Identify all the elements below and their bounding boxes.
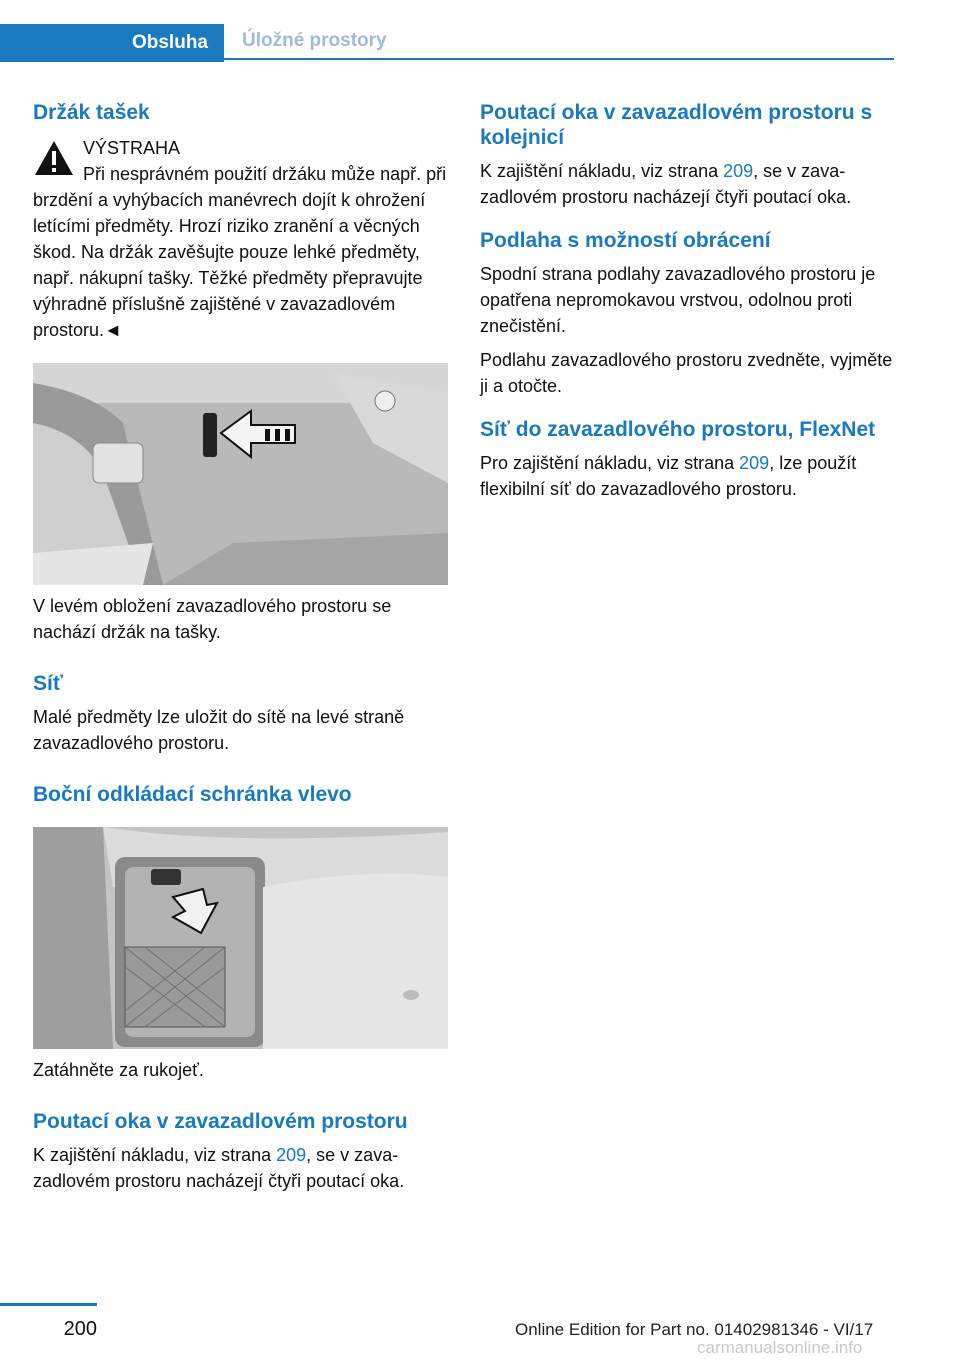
warning-label: VÝSTRAHA bbox=[83, 138, 181, 158]
lashing-rail-text: K zajištění nákladu, viz strana 209, se v zavazadlovém prostoru nacházejí čtyři poutací oka. bbox=[480, 161, 852, 207]
side-box-photo bbox=[33, 827, 448, 1049]
heading-reversible-floor: Podlaha s možností obrácení bbox=[480, 229, 771, 252]
net-text: Malé předměty lze uložit do sítě na levé straně zavazadlového prostoru. bbox=[33, 707, 405, 753]
floor-text-1: Spodní strana podlahy zavazadlového prostoru je opatřena nepromokavou vrstvou, odolnou proti znečistění. bbox=[480, 264, 876, 336]
bag-holder-caption: V levém obložení zavazadlového prostoru se nachází držák na tašky. bbox=[33, 596, 392, 642]
heading-bag-holder: Držák tašek bbox=[33, 101, 150, 124]
bag-holder-photo bbox=[33, 363, 448, 585]
warning-block bbox=[33, 135, 448, 343]
flexnet-text: Pro zajištění nákladu, viz strana 209, lze použít flexibilní síť do zavazadlového prostoru. bbox=[480, 453, 857, 499]
right-column bbox=[480, 100, 895, 502]
heading-net: Síť bbox=[33, 672, 63, 695]
left-column bbox=[33, 100, 448, 1194]
watermark: carmanualsonline.info bbox=[697, 1338, 863, 1357]
heading-lashing-rail: Poutací oka v zavazadlovém prostoru s kolejnicí bbox=[480, 101, 873, 149]
page-link-209[interactable]: 209 bbox=[739, 453, 770, 473]
warning-text: Při nesprávném použití držáku může např. při brzdění a vyhýbacích manévrech dojít k ohrožení letícími předměty. Hrozí riziko zranění a věcných škod. Na držák zavěšujte pouze lehké předměty, např. nákupní tašky. Těžké předměty přepravujte výhradně příslušně zajištěné v zavazadlovém prostoru.◄ bbox=[33, 164, 447, 340]
heading-lashing-eyes: Poutací oka v zavazadlovém prostoru bbox=[33, 1110, 408, 1133]
page-number: 200 bbox=[63, 1318, 97, 1340]
chapter-tabs bbox=[0, 24, 894, 62]
footer-rule bbox=[0, 1303, 97, 1306]
heading-flexnet: Síť do zavazadlového prostoru, FlexNet bbox=[480, 418, 876, 441]
tab-storage-spaces[interactable]: Úložné prostory bbox=[224, 24, 894, 60]
tab-obsluha[interactable]: Obsluha bbox=[0, 24, 224, 62]
page-link-209[interactable]: 209 bbox=[276, 1145, 307, 1165]
heading-side-box: Boční odkládací schránka vlevo bbox=[33, 783, 352, 806]
warning-triangle-icon bbox=[33, 139, 75, 177]
side-box-caption: Zatáhněte za rukojeť. bbox=[33, 1060, 204, 1080]
floor-text-2: Podlahu zavazadlového prostoru zvedněte, vyjměte ji a otočte. bbox=[480, 350, 893, 396]
lashing-text: K zajištění nákladu, viz strana 209, se v zavazadlovém prostoru nacházejí čtyři poutací oka. bbox=[33, 1145, 405, 1191]
edition-note: Online Edition for Part no. 01402981346 - VI/17 bbox=[515, 1320, 874, 1339]
page-link-209[interactable]: 209 bbox=[723, 161, 754, 181]
